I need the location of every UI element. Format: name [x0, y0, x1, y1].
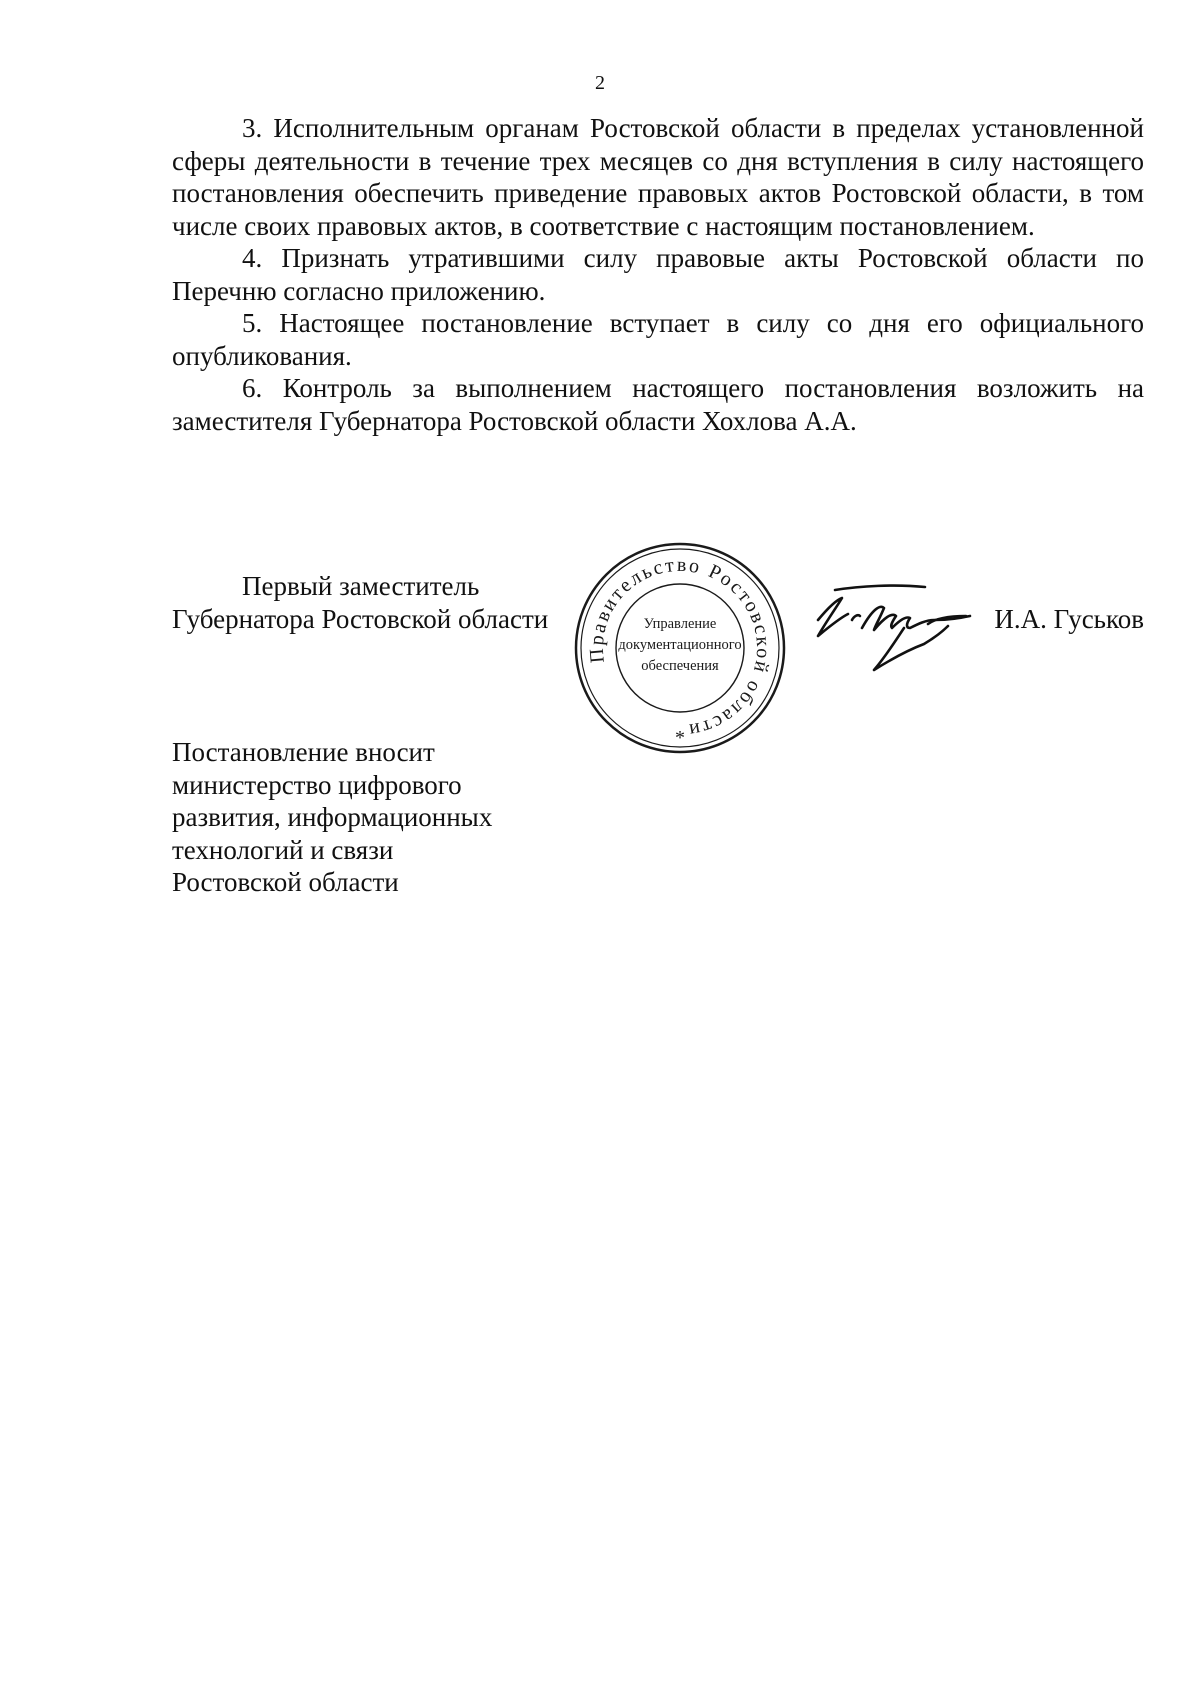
signer-position-line-2: Губернатора Ростовской области	[172, 603, 549, 634]
signature-stroke-initial	[818, 598, 848, 636]
paragraph-item-6: 6. Контроль за выполнением настоящего постановления возложить на заместителя Губернатора Ростовской области Хохлова А.А.	[172, 373, 1144, 436]
seal-center-line-1: Управление	[643, 616, 717, 632]
signature-stroke-main	[862, 607, 970, 630]
document-body	[172, 112, 1144, 437]
submitter-line-1: Постановление вносит	[172, 737, 435, 767]
signature-stroke-dot	[852, 615, 860, 620]
submitter-note	[172, 736, 492, 899]
paragraph-item-3: 3. Исполнительным органам Ростовской области в пределах установленной сферы деятельности в течение трех месяцев со дня вступления в силу настоящего постановления обеспечить приведение правовых актов Ростовской области, в том числе своих правовых актов, в соответствие с настоящим постановлением.	[172, 113, 1144, 241]
signer-name: И.А. Гуськов	[994, 603, 1144, 634]
signer-position-line-1: Первый заместитель	[242, 571, 480, 601]
submitter-line-2: министерство цифрового	[172, 769, 462, 800]
official-seal	[570, 538, 790, 760]
signer-position	[172, 570, 548, 635]
submitter-line-3: развития, информационных	[172, 802, 493, 832]
submitter-line-4: технологий и связи	[172, 834, 394, 865]
paragraph-item-4: 4. Признать утратившими силу правовые акты Ростовской области по Перечню согласно приложению.	[172, 243, 1144, 306]
signature-stroke-top	[835, 586, 925, 590]
paragraph-item-5: 5. Настоящее постановление вступает в силу со дня его официального опубликования.	[172, 308, 1144, 371]
page-number: 2	[595, 72, 605, 94]
seal-center-line-3: обеспечения	[641, 658, 719, 674]
handwritten-signature	[800, 578, 1000, 688]
seal-ring-text-path: Правительство Ростовской области	[585, 553, 775, 742]
submitter-line-5: Ростовской области	[172, 867, 399, 897]
seal-star-icon: *	[675, 727, 685, 749]
seal-center-line-2: документационного	[618, 637, 742, 653]
signature-stroke-flourish	[874, 626, 948, 670]
